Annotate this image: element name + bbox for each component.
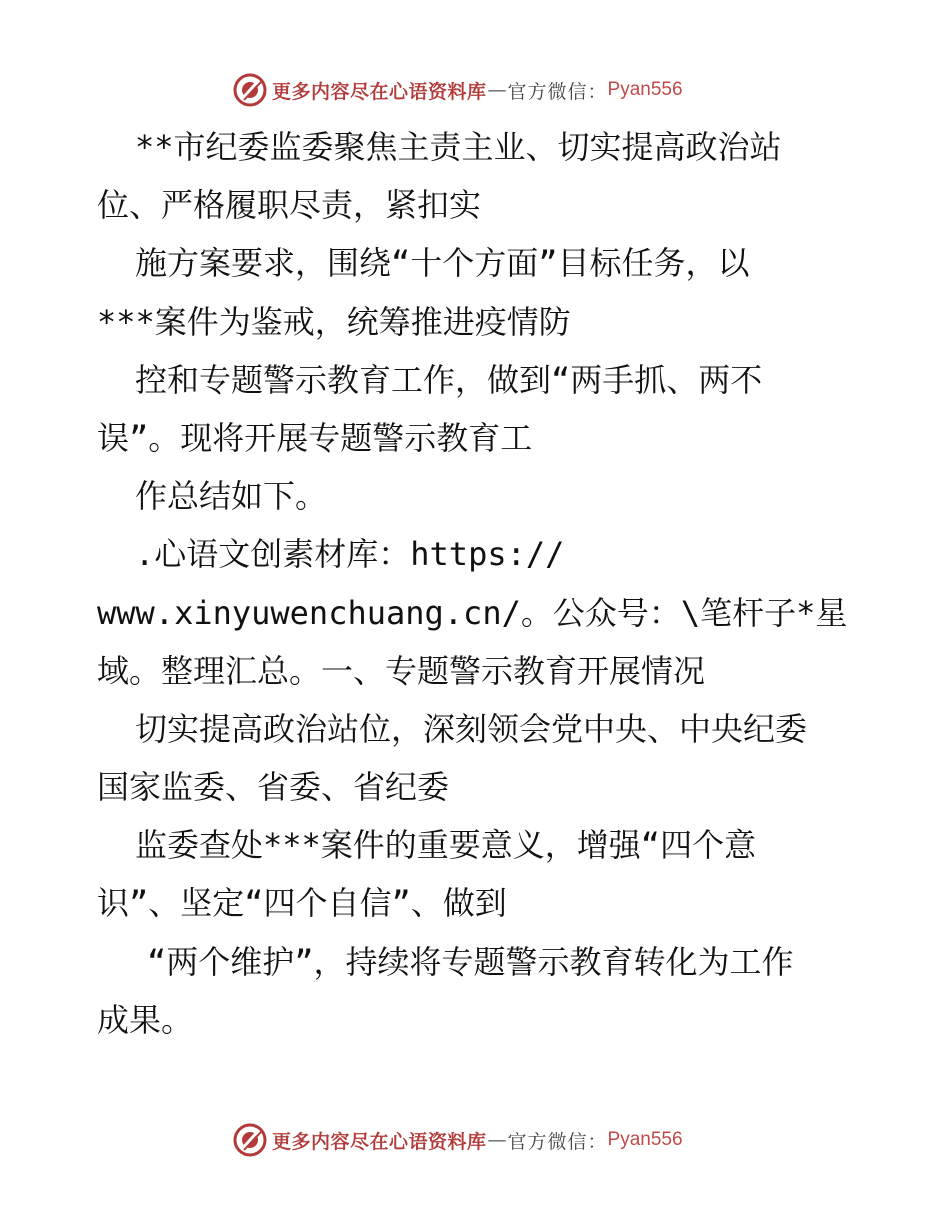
- banner-wechat-id: Pyan556: [607, 1129, 683, 1150]
- banner-dash: —: [487, 79, 507, 101]
- seal-logo-icon: [232, 72, 268, 108]
- banner-wechat-id: Pyan556: [607, 79, 683, 100]
- body-line: 位、严格履职尽责，紧扣实: [97, 186, 482, 225]
- body-line: 作总结如下。: [135, 477, 328, 516]
- body-line: 识”、坚定“四个自信”、做到: [97, 884, 507, 923]
- body-line: 切实提高政治站位，深刻领会党中央、中央纪委: [135, 709, 808, 748]
- body-line: 误”。现将开展专题警示教育工: [97, 418, 533, 457]
- body-line: “两个维护”，持续将专题警示教育转化为工作: [147, 942, 794, 981]
- body-line: 成果。: [97, 1000, 194, 1039]
- banner-dash: —: [487, 1129, 507, 1151]
- banner-main-text: 更多内容尽在心语资料库: [272, 1130, 487, 1153]
- body-line: www.xinyuwenchuang.cn/。公众号：\笔杆子*星: [97, 593, 848, 632]
- body-line: .心语文创素材库：https://: [135, 535, 565, 574]
- seal-logo-icon: [232, 1122, 268, 1158]
- banner-wechat-label: 官方微信：: [507, 1130, 608, 1153]
- body-line: 监委查处***案件的重要意义，增强“四个意: [135, 826, 757, 865]
- body-line: ***案件为鉴戒，统筹推进疫情防: [97, 302, 571, 341]
- banner-wechat-label: 官方微信：: [507, 80, 608, 103]
- document-body: [97, 118, 917, 1049]
- body-line: 控和专题警示教育工作，做到“两手抓、两不: [135, 360, 763, 399]
- body-line: 域。整理汇总。一、专题警示教育开展情况: [97, 651, 706, 690]
- footer-banner: [232, 1120, 683, 1160]
- body-line: 国家监委、省委、省纪委: [97, 768, 450, 807]
- banner-main-text: 更多内容尽在心语资料库: [272, 80, 487, 103]
- body-line: **市纪委监委聚焦主责主业、切实提高政治站: [135, 128, 782, 166]
- header-banner: [232, 70, 683, 110]
- body-line: 施方案要求，围绕“十个方面”目标任务，以: [135, 244, 750, 283]
